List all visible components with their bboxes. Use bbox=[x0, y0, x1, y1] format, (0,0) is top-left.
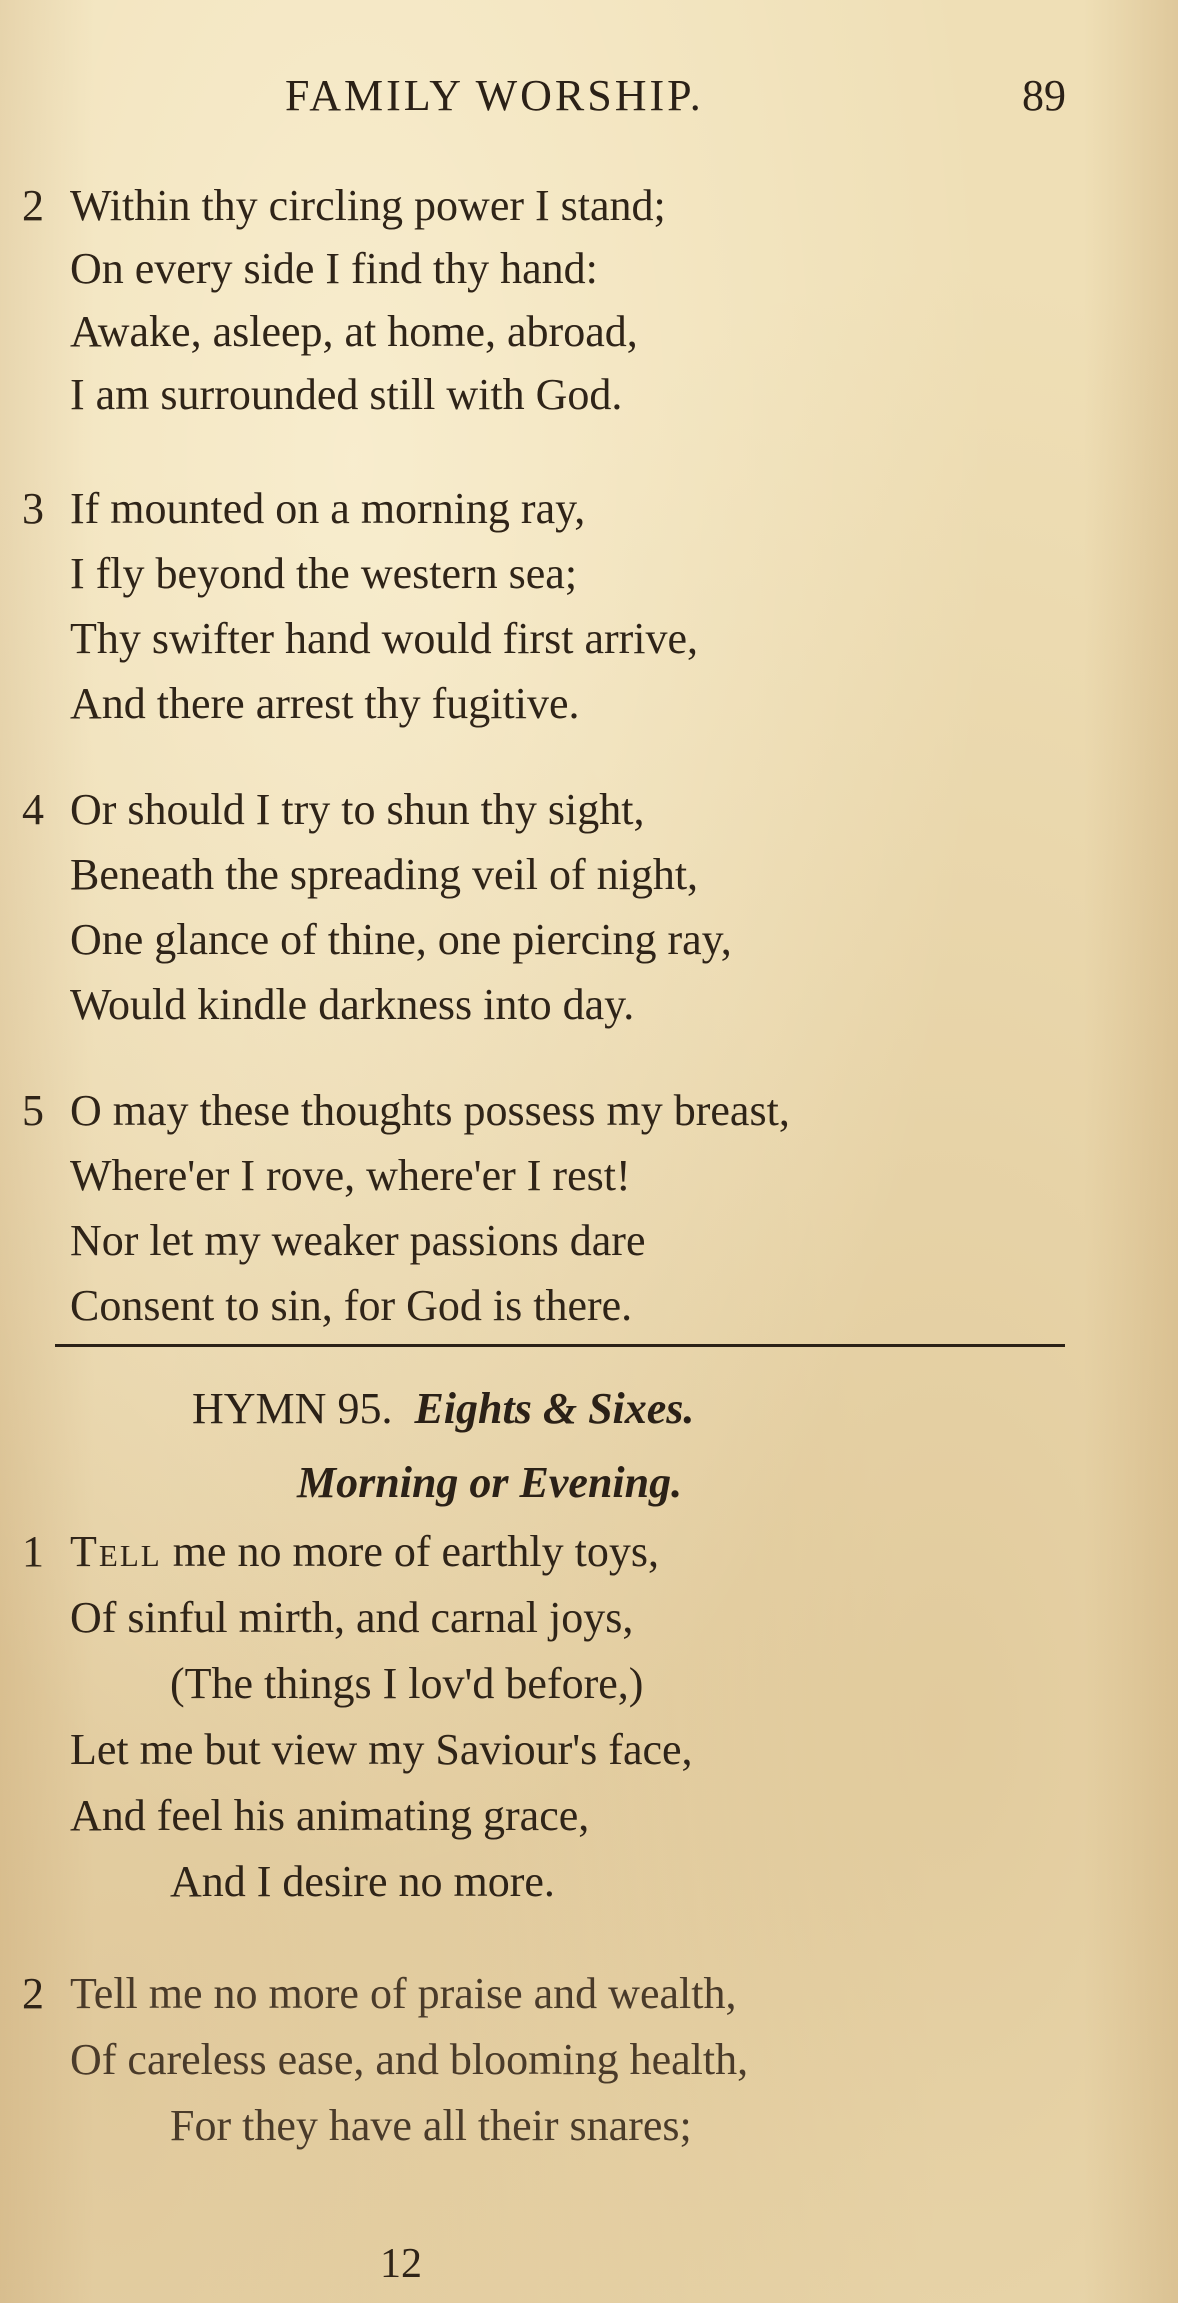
hymn-heading bbox=[192, 1383, 694, 1434]
hymn-meter: Eights & Sixes. bbox=[414, 1384, 695, 1433]
hymn-number: HYMN 95. bbox=[192, 1384, 393, 1433]
page-number: 89 bbox=[1022, 71, 1066, 120]
stanza-number: 1 bbox=[22, 1527, 44, 1576]
verse-line bbox=[70, 1527, 660, 1576]
first-word: Tell bbox=[70, 1527, 162, 1576]
stanza-number: 5 bbox=[22, 1086, 44, 1135]
verse-line: If mounted on a morning ray, bbox=[70, 484, 586, 533]
hymn-occasion: Morning or Evening. bbox=[297, 1458, 683, 1507]
verse-line: Beneath the spreading veil of night, bbox=[70, 850, 699, 899]
verse-line: I am surrounded still with God. bbox=[70, 370, 623, 419]
verse-line-rest: me no more of earthly toys, bbox=[161, 1527, 660, 1576]
verse-line: Let me but view my Saviour's face, bbox=[70, 1725, 693, 1774]
stanza-number: 4 bbox=[22, 785, 44, 834]
stanza-number: 2 bbox=[22, 181, 44, 230]
verse-line: Of sinful mirth, and carnal joys, bbox=[70, 1593, 634, 1642]
verse-line: I fly beyond the western sea; bbox=[70, 549, 578, 598]
signature-mark: 12 bbox=[380, 2241, 422, 2287]
verse-line: And I desire no more. bbox=[170, 1857, 555, 1906]
verse-line: On every side I find thy hand: bbox=[70, 244, 598, 293]
verse-line: (The things I lov'd before,) bbox=[170, 1659, 644, 1708]
verse-line: And there arrest thy fugitive. bbox=[70, 679, 580, 728]
verse-line: Of careless ease, and blooming health, bbox=[70, 2035, 749, 2084]
verse-line: Consent to sin, for God is there. bbox=[70, 1281, 633, 1330]
verse-line: Or should I try to shun thy sight, bbox=[70, 785, 645, 834]
verse-line: O may these thoughts possess my breast, bbox=[70, 1086, 790, 1135]
stanza-number: 2 bbox=[22, 1969, 44, 2018]
running-head: FAMILY WORSHIP. bbox=[285, 71, 704, 120]
verse-line: Thy swifter hand would first arrive, bbox=[70, 614, 699, 663]
verse-line: One glance of thine, one piercing ray, bbox=[70, 915, 732, 964]
verse-line: Nor let my weaker passions dare bbox=[70, 1216, 646, 1265]
verse-line: Where'er I rove, where'er I rest! bbox=[70, 1151, 631, 1200]
verse-line: Within thy circling power I stand; bbox=[70, 181, 666, 230]
stanza-number: 3 bbox=[22, 484, 44, 533]
verse-line: For they have all their snares; bbox=[170, 2101, 692, 2150]
verse-line: Awake, asleep, at home, abroad, bbox=[70, 307, 638, 356]
verse-line: Would kindle darkness into day. bbox=[70, 980, 635, 1029]
section-divider bbox=[55, 1344, 1065, 1347]
verse-line: And feel his animating grace, bbox=[70, 1791, 590, 1840]
verse-line: Tell me no more of praise and wealth, bbox=[70, 1969, 737, 2018]
